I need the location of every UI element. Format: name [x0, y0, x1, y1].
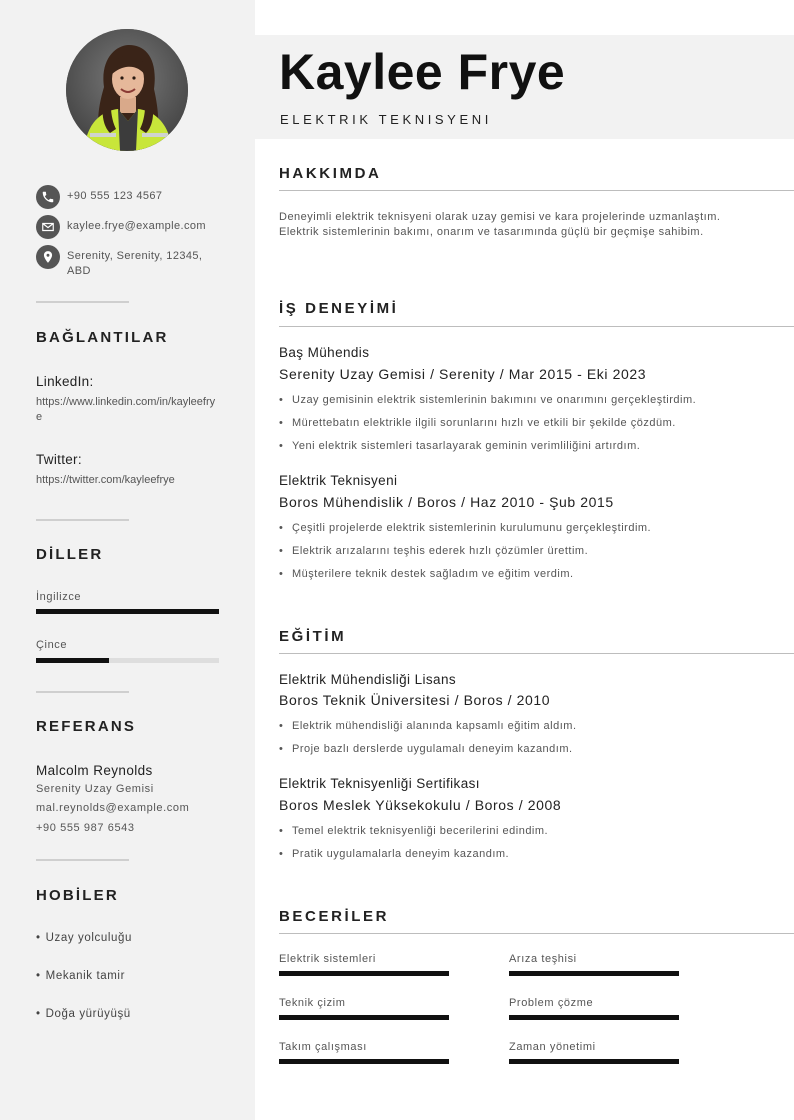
reference-phone: +90 555 987 6543	[36, 822, 135, 834]
education-degree: Elektrik Teknisyenliği Sertifikası	[279, 776, 480, 791]
hobby-item: • Uzay yolculuğu	[36, 932, 133, 944]
about-text: Deneyimli elektrik teknisyeni olarak uzay gemisi ve kara projelerinde uzmanlaştım. Elektrik sistemlerinin bakımı, onarım ve tasarımında güçlü bir geçmişe sahibim.	[279, 211, 721, 238]
about-heading: HAKKIMDA	[279, 165, 382, 182]
phone-icon	[36, 185, 60, 209]
divider	[36, 519, 129, 521]
languages-heading: DİLLER	[36, 546, 104, 563]
skill-level-bar	[509, 971, 679, 976]
contact-phone	[36, 185, 217, 209]
education-bullet: • Pratik uygulamalarla deneyim kazandım.	[279, 848, 510, 860]
skill-level-bar	[279, 971, 449, 976]
envelope-icon	[36, 215, 60, 239]
address-text: Serenity, Serenity, 12345, ABD	[67, 250, 203, 277]
reference-heading: REFERANS	[36, 718, 137, 735]
email-text[interactable]: kaylee.frye@example.com	[67, 220, 206, 232]
education-bullet: • Elektrik mühendisliği alanında kapsamlı eğitim aldım.	[279, 720, 577, 732]
contact-address	[36, 245, 217, 279]
hobby-item: • Mekanik tamir	[36, 970, 126, 982]
language-level-bar	[36, 609, 219, 614]
skill-level-fill	[279, 1015, 449, 1020]
education-organization: Boros Teknik Üniversitesi / Boros / 2010	[279, 692, 551, 708]
profile-photo	[66, 29, 188, 151]
job-organization: Boros Mühendislik / Boros / Haz 2010 - Şub 2015	[279, 494, 614, 510]
contact-email	[36, 215, 217, 239]
skill-level-bar	[279, 1059, 449, 1064]
skill-name: Elektrik sistemleri	[279, 953, 376, 965]
skill-level-fill	[509, 971, 679, 976]
skill-name: Arıza teşhisi	[509, 953, 577, 965]
twitter-link[interactable]: https://twitter.com/kayleefrye	[36, 474, 175, 486]
hobbies-heading: HOBİLER	[36, 887, 119, 904]
language-level-fill	[36, 658, 109, 663]
hobby-item: • Doğa yürüyüşü	[36, 1008, 131, 1020]
section-rule	[279, 190, 794, 191]
job-bullet: • Çeşitli projelerde elektrik sistemlerinin kurulumunu gerçekleştirdim.	[279, 522, 652, 534]
skills-heading: BECERİLER	[279, 908, 390, 925]
language-level-fill	[36, 609, 219, 614]
education-heading: EĞİTİM	[279, 628, 347, 645]
skill-level-fill	[509, 1015, 679, 1020]
skill-level-fill	[279, 971, 449, 976]
job-bullet: • Mürettebatın elektrikle ilgili sorunlarını hızlı ve etkili bir şekilde çözdüm.	[279, 417, 676, 429]
skill-level-fill	[509, 1059, 679, 1064]
skill-level-bar	[509, 1059, 679, 1064]
job-bullet: • Yeni elektrik sistemleri tasarlayarak geminin verimliliğini artırdım.	[279, 440, 641, 452]
job-bullet: • Elektrik arızalarını teşhis ederek hızlı çözümler ürettim.	[279, 545, 589, 557]
section-rule	[279, 653, 794, 654]
section-rule	[279, 326, 794, 327]
divider	[36, 301, 129, 303]
reference-name: Malcolm Reynolds	[36, 763, 153, 778]
skill-level-bar	[279, 1015, 449, 1020]
divider	[36, 859, 129, 861]
job-bullet: • Müşterilere teknik destek sağladım ve eğitim verdim.	[279, 568, 574, 580]
skill-level-fill	[279, 1059, 449, 1064]
sidebar	[0, 0, 255, 1120]
reference-company: Serenity Uzay Gemisi	[36, 783, 154, 795]
skill-name: Takım çalışması	[279, 1041, 367, 1053]
linkedin-link[interactable]: https://www.linkedin.com/in/kayleefrye	[36, 396, 216, 423]
linkedin-label: LinkedIn:	[36, 374, 94, 389]
location-pin-icon	[36, 245, 60, 269]
education-bullet: • Proje bazlı derslerde uygulamalı deneyim kazandım.	[279, 743, 573, 755]
divider	[36, 691, 129, 693]
section-rule	[279, 933, 794, 934]
reference-email[interactable]: mal.reynolds@example.com	[36, 802, 190, 814]
candidate-name: Kaylee Frye	[279, 44, 566, 100]
language-name: Çince	[36, 639, 68, 651]
twitter-label: Twitter:	[36, 452, 82, 467]
education-degree: Elektrik Mühendisliği Lisans	[279, 672, 457, 687]
skill-level-bar	[509, 1015, 679, 1020]
job-bullet: • Uzay gemisinin elektrik sistemlerinin bakımını ve onarımını gerçekleştirdim.	[279, 394, 697, 406]
language-name: İngilizce	[36, 591, 82, 603]
job-role: Elektrik Teknisyeni	[279, 473, 398, 488]
education-organization: Boros Meslek Yüksekokulu / Boros / 2008	[279, 797, 562, 813]
job-title: ELEKTRIK TEKNISYENI	[280, 112, 492, 127]
job-role: Baş Mühendis	[279, 345, 370, 360]
language-level-bar	[36, 658, 219, 663]
links-heading: BAĞLANTILAR	[36, 329, 169, 346]
avatar	[66, 29, 188, 151]
skill-name: Zaman yönetimi	[509, 1041, 596, 1053]
job-organization: Serenity Uzay Gemisi / Serenity / Mar 2015 - Eki 2023	[279, 366, 647, 382]
skill-name: Problem çözme	[509, 997, 594, 1009]
experience-heading: İŞ DENEYİMİ	[279, 300, 399, 317]
phone-text: +90 555 123 4567	[67, 190, 163, 202]
skill-name: Teknik çizim	[279, 997, 346, 1009]
education-bullet: • Temel elektrik teknisyenliği becerilerini edindim.	[279, 825, 549, 837]
